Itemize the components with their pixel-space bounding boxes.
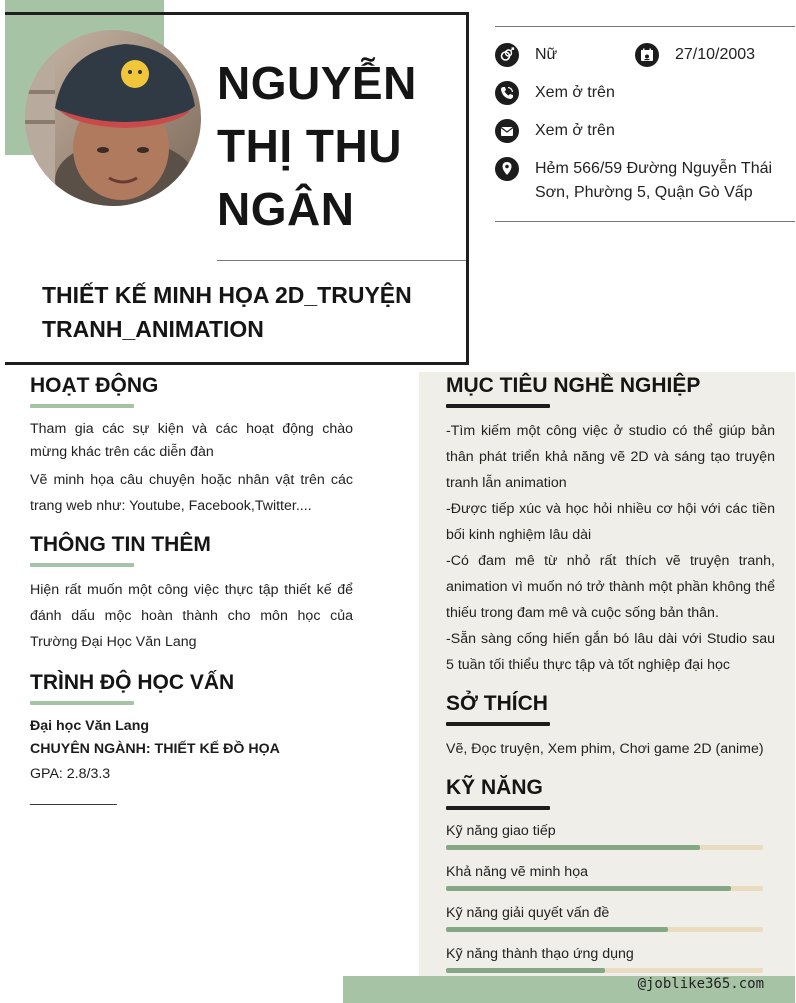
job-title-line: THIẾT KẾ MINH HỌA 2D_TRUYỆN	[42, 282, 412, 308]
education-gpa: GPA: 2.8/3.3	[30, 766, 111, 782]
calendar-icon	[635, 43, 659, 67]
phone-value: Xem ở trên	[535, 84, 615, 101]
name-line: NGÂN	[217, 183, 355, 235]
contact-email	[495, 119, 615, 143]
contact-info	[495, 26, 795, 222]
skills-heading: KỸ NĂNG	[446, 776, 543, 799]
skill-bar-track	[446, 968, 763, 973]
career-goal-item: -Được tiếp xúc và học hỏi nhiều cơ hội với các tiền bối kinh nghiệm lâu dài	[446, 501, 775, 543]
career-goal-item: -Tìm kiếm một công việc ở studio có thể giúp bản thân phát triển khả năng vẽ 2D và sáng tạo truyện tranh lẫn animation	[446, 423, 775, 491]
skill-bar-fill	[446, 886, 731, 891]
contact-gender	[495, 43, 557, 67]
activity-item: Tham gia các sự kiện và các hoạt động chào mừng khác trên các diễn đàn	[30, 421, 353, 460]
skills-section	[446, 774, 775, 973]
gender-icon	[495, 43, 519, 67]
skill-bar-track	[446, 845, 763, 850]
section-underline	[446, 722, 550, 726]
skill-label: Kỹ năng thành thạo ứng dụng	[446, 946, 634, 962]
name-line: NGUYỄN	[217, 57, 417, 109]
right-column	[446, 372, 775, 986]
career-goal-section	[446, 372, 775, 678]
job-title-line: TRANH_ANIMATION	[42, 316, 264, 342]
extra-info-section	[30, 531, 353, 655]
address-value	[535, 157, 772, 205]
career-goal-item: -Sẵn sàng cống hiến gắn bó lâu dài với Studio sau 5 tuần tối thiểu thực tập và tốt nghiệp đại học	[446, 631, 775, 673]
contact-birthday	[635, 43, 755, 67]
extra-info-text: Hiện rất muốn một công việc thực tập thiết kế để đánh dấu mộc hoàn thành cho môn học của Trường Đại Học Văn Lang	[30, 582, 353, 650]
skill-bar-fill	[446, 845, 700, 850]
education-school: Đại học Văn Lang	[30, 718, 150, 734]
hobbies-section	[446, 690, 775, 762]
section-underline	[30, 701, 134, 705]
skill-bar-track	[446, 886, 763, 891]
activity-item: Vẽ minh họa câu chuyện hoặc nhân vật trên các trang web như: Youtube, Facebook,Twitter....	[30, 472, 353, 514]
section-underline	[446, 806, 550, 810]
section-underline	[30, 563, 134, 567]
skill-label: Kỹ năng giải quyết vấn đề	[446, 905, 610, 921]
activities-heading: HOẠT ĐỘNG	[30, 374, 159, 397]
candidate-name	[217, 52, 457, 241]
address-line: Hẻm 566/59 Đường Nguyễn Thái	[535, 160, 773, 177]
skill-item	[446, 904, 775, 932]
skill-item	[446, 945, 775, 973]
education-major: CHUYÊN NGÀNH: THIẾT KẾ ĐỒ HỌA	[30, 741, 280, 757]
email-value: Xem ở trên	[535, 122, 615, 139]
skills-list	[446, 822, 775, 973]
education-heading: TRÌNH ĐỘ HỌC VẤN	[30, 671, 235, 694]
education-divider: ___________	[30, 790, 117, 806]
skill-bar-track	[446, 927, 763, 932]
skill-label: Kỹ năng giao tiếp	[446, 823, 556, 839]
education-section	[30, 669, 353, 807]
skill-bar-fill	[446, 968, 605, 973]
email-icon	[495, 119, 519, 143]
skill-item	[446, 863, 775, 891]
contact-phone	[495, 81, 615, 105]
phone-icon	[495, 81, 519, 105]
career-goal-heading: MỤC TIÊU NGHỀ NGHIỆP	[446, 374, 701, 397]
section-underline	[446, 404, 550, 408]
skill-bar-fill	[446, 927, 668, 932]
name-divider	[217, 260, 466, 261]
job-title	[42, 278, 452, 346]
extra-info-heading: THÔNG TIN THÊM	[30, 533, 211, 556]
skill-label: Khả năng vẽ minh họa	[446, 864, 588, 880]
name-line: THỊ THU	[217, 120, 402, 172]
left-column	[30, 372, 353, 807]
contact-address	[495, 157, 772, 205]
section-underline	[30, 404, 134, 408]
location-icon	[495, 157, 519, 181]
avatar	[25, 30, 201, 206]
gender-value: Nữ	[535, 46, 558, 63]
hobbies-text: Vẽ, Đọc truyện, Xem phim, Chơi game 2D (anime)	[446, 741, 764, 757]
footer-watermark: @joblike365.com	[637, 976, 764, 992]
career-goal-item: -Có đam mê từ nhỏ rất thích vẽ truyện tranh, animation vì muốn nó trở thành một phần không thể thiếu trong đam mê và cuộc sống bản thân.	[446, 553, 775, 621]
birthday-value: 27/10/2003	[675, 46, 756, 63]
address-line: Sơn, Phường 5, Quận Gò Vấp	[535, 184, 753, 201]
hobbies-heading: SỞ THÍCH	[446, 692, 548, 715]
activities-section	[30, 372, 353, 519]
skill-item	[446, 822, 775, 850]
